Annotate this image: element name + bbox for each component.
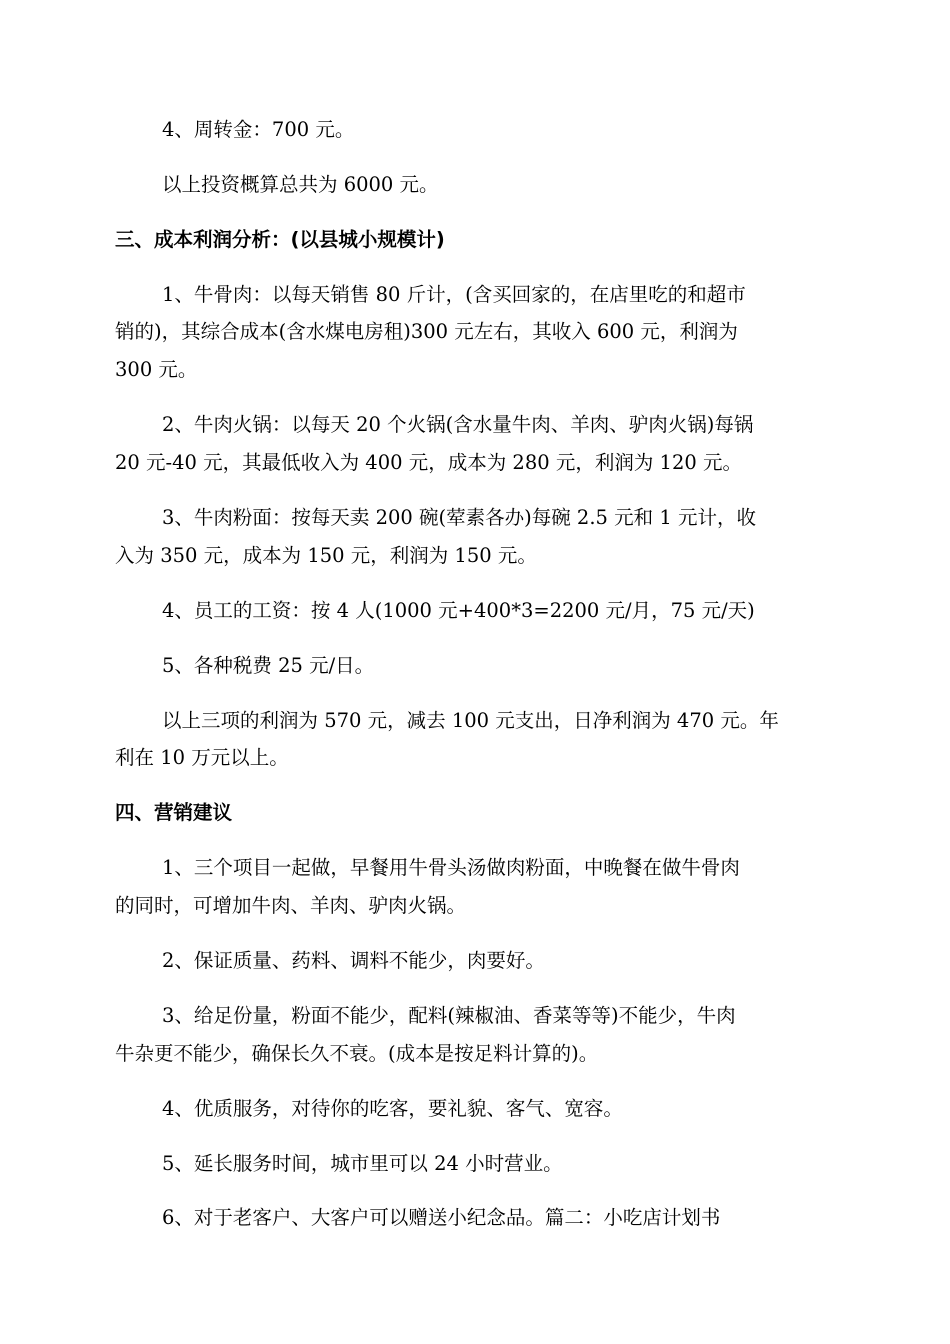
profit-summary: 以上三项的利润为 570 元，减去 100 元支出，日净利润为 470 元。年 [162, 709, 779, 732]
section-heading-cost-profit: 三、成本利润分析：(以县城小规模计) [115, 228, 445, 251]
noodle-item: 3、牛肉粉面：按每天卖 200 碗(荤素各办)每碗 2.5 元和 1 元计，收 [162, 506, 756, 529]
marketing-item-6: 6、对于老客户、大客户可以赠送小纪念品。篇二：小吃店计划书 [162, 1206, 721, 1229]
section-heading-marketing: 四、营销建议 [115, 801, 233, 824]
investment-total: 以上投资概算总共为 6000 元。 [162, 173, 439, 196]
marketing-item-1: 1、三个项目一起做，早餐用牛骨头汤做肉粉面，中晚餐在做牛骨肉 [162, 856, 740, 879]
noodle-item-cont: 入为 350 元，成本为 150 元，利润为 150 元。 [115, 544, 537, 567]
marketing-item-1-cont: 的同时，可增加牛肉、羊肉、驴肉火锅。 [115, 894, 467, 917]
wages-item: 4、员工的工资：按 4 人(1000 元+400*3=2200 元/月，75 元/天) [162, 599, 755, 622]
marketing-item-3: 3、给足份量，粉面不能少，配料(辣椒油、香菜等等)不能少，牛肉 [162, 1004, 736, 1027]
marketing-item-3-cont: 牛杂更不能少，确保长久不衰。(成本是按足料计算的)。 [115, 1042, 599, 1065]
profit-summary-cont: 利在 10 万元以上。 [115, 746, 289, 769]
hotpot-item-cont: 20 元-40 元，其最低收入为 400 元，成本为 280 元，利润为 120 元。 [115, 451, 742, 474]
marketing-item-4: 4、优质服务，对待你的吃客，要礼貌、客气、宽容。 [162, 1097, 623, 1120]
marketing-item-2: 2、保证质量、药料、调料不能少，肉要好。 [162, 949, 545, 972]
beef-bone-item-cont: 销的)，其综合成本(含水煤电房租)300 元左右，其收入 600 元，利润为 [115, 320, 738, 343]
beef-bone-item-cont: 300 元。 [115, 358, 198, 381]
beef-bone-item: 1、牛骨肉：以每天销售 80 斤计，(含买回家的，在店里吃的和超市 [162, 283, 746, 306]
hotpot-item: 2、牛肉火锅：以每天 20 个火锅(含水量牛肉、羊肉、驴肉火锅)每锅 [162, 413, 754, 436]
tax-item: 5、各种税费 25 元/日。 [162, 654, 375, 677]
working-capital-item: 4、周转金：700 元。 [162, 118, 355, 141]
marketing-item-5: 5、延长服务时间，城市里可以 24 小时营业。 [162, 1152, 563, 1175]
